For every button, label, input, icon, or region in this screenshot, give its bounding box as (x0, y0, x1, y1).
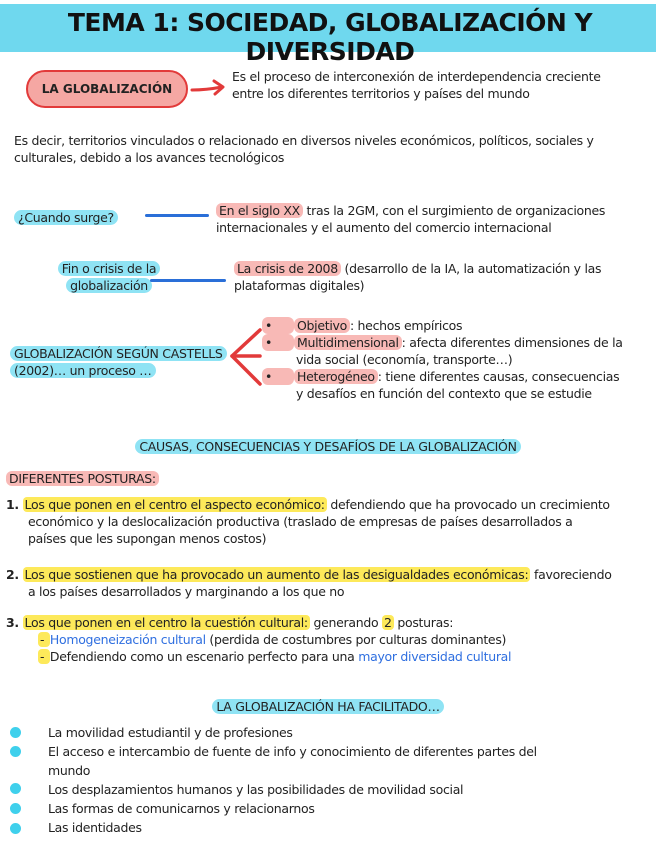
intro-text: Es decir, territorios vinculados o relacionado en diversos niveles económicos, políticos, sociales y culturales, debido a los avances tecnológicos (14, 133, 594, 165)
list-item: Las formas de comunicarnos y relacionarnos (48, 801, 315, 816)
section-heading: LA GLOBALIZACIÓN HA FACILITADO… (0, 698, 656, 715)
bullet-icon (10, 823, 21, 834)
postura-3: 3. Los que ponen en el centro la cuestión cultural: generando 2 posturas: - Homogeneización cultural (perdida de costumbres por culturas dominantes) - Defendiendo como un escenario perfecto para una mayor diversidad cultural (6, 615, 512, 664)
list-item: mundo (48, 763, 91, 778)
fin-text: La crisis de 2008 (desarrollo de la IA, la automatización y las plataformas digitales) (234, 261, 602, 293)
castells-label: GLOBALIZACIÓN SEGÚN CASTELLS (2002)… un proceso … (10, 345, 240, 379)
cuando-text: En el siglo XX tras la 2GM, con el surgimiento de organizaciones internacionales y el aumento del comercio internacional (216, 203, 606, 235)
bullet-icon (10, 783, 21, 794)
list-item: La movilidad estudiantil y de profesiones (48, 725, 293, 740)
section-heading: CAUSAS, CONSECUENCIAS Y DESAFÍOS DE LA GLOBALIZACIÓN (0, 438, 656, 455)
cuando-label: ¿Cuando surge? (14, 209, 118, 226)
castells-list: • Objetivo : hechos empíricos • Multidimensional : afecta diferentes dimensiones de la vida social (economía, transporte…) • Heterogéneo : tiene diferentes causas, consecuencias y desafíos en función del contexto que se estudie (262, 317, 654, 402)
bullet-icon (10, 727, 21, 738)
page-title: TEMA 1: SOCIEDAD, GLOBALIZACIÓN Y DIVERSIDAD (67, 8, 593, 66)
castells-item: • Heterogéneo : tiene diferentes causas, consecuencias (262, 368, 654, 385)
postura-1: 1. Los que ponen en el centro el aspecto económico: defendiendo que ha provocado un crecimiento económico y la deslocalización productiva (traslado de empresas de países desarrollados a países que les supongan menos costos) (6, 497, 610, 546)
postura-2: 2. Los que sostienen que ha provocado un aumento de las desigualdades económicas: favoreciendo a los países desarrollados y marginando a los que no (6, 567, 612, 599)
bullet-icon (10, 803, 21, 814)
globalizacion-label: LA GLOBALIZACIÓN (26, 70, 188, 108)
bullet-icon (10, 746, 21, 757)
bracket-arrow-icon (228, 326, 264, 390)
list-item: Los desplazamientos humanos y las posibilidades de movilidad social (48, 782, 464, 797)
connector-line (150, 279, 226, 282)
globalizacion-definition: Es el proceso de interconexión de interdependencia creciente entre los diferentes territorios y países del mundo (232, 69, 601, 101)
fin-label: Fin o crisis de la globalización (44, 260, 174, 294)
facilitado-list (48, 723, 648, 837)
arrow-right-icon (190, 78, 226, 100)
castells-item: • Multidimensional : afecta diferentes dimensiones de la (262, 334, 654, 351)
posturas-label: DIFERENTES POSTURAS: (6, 470, 159, 487)
connector-line (145, 214, 209, 217)
list-item: El acceso e intercambio de fuente de info y conocimiento de diferentes partes del (48, 744, 537, 759)
castells-item: • Objetivo : hechos empíricos (262, 317, 654, 334)
list-item: Las identidades (48, 820, 142, 835)
